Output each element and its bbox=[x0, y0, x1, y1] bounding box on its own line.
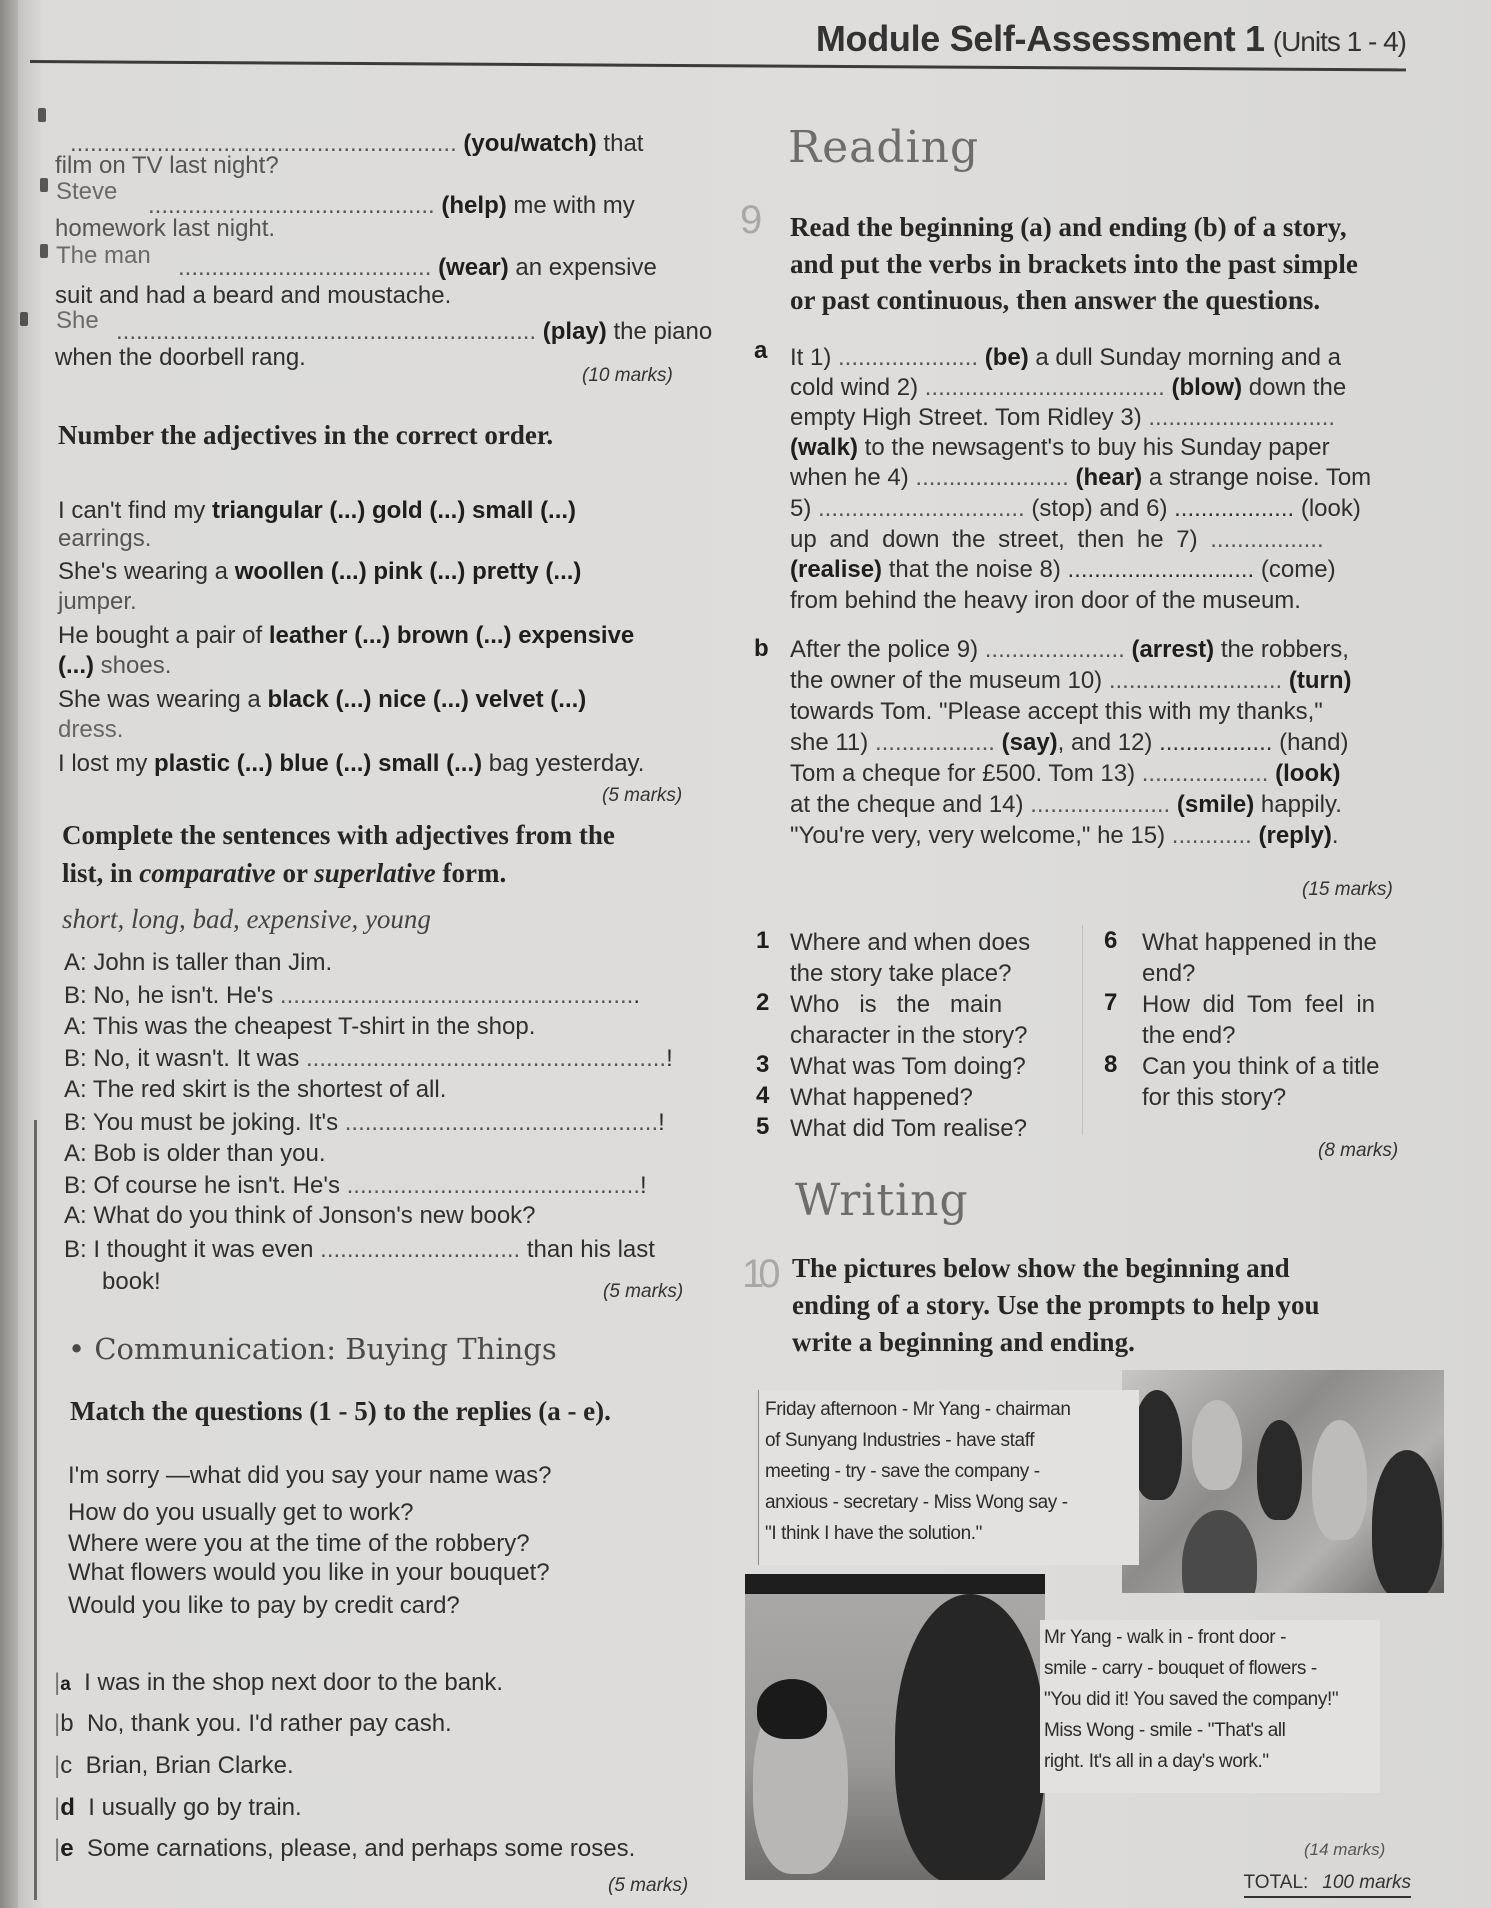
rank-slot[interactable]: (...) bbox=[550, 686, 587, 713]
instruction-text: The pictures below show the beginning and bbox=[792, 1253, 1290, 1283]
units-label: (Units 1 - 4) bbox=[1272, 26, 1406, 57]
rank-slot[interactable]: (...) bbox=[236, 750, 273, 777]
adjective-item: She was wearing a black (...) nice (...) velvet (...) bbox=[58, 686, 587, 713]
instruction-text: ending of a story. Use the prompts to help you bbox=[792, 1290, 1320, 1320]
answer-blank[interactable]: ............................ bbox=[1148, 404, 1336, 431]
item-continuation: suit and had a beard and moustache. bbox=[55, 282, 452, 309]
answer-blank[interactable]: ....................... bbox=[915, 464, 1069, 491]
story-label: a bbox=[754, 337, 768, 364]
item-subject: The man bbox=[56, 242, 151, 269]
adjective-item: He bought a pair of leather (...) brown (...) expensive bbox=[58, 622, 635, 649]
instruction-text: Complete the sentences with adjectives from the bbox=[62, 820, 615, 850]
rank-slot[interactable]: (...) bbox=[354, 622, 391, 649]
dialogue-line-b: B: You must be joking. It's ...............................................! bbox=[64, 1109, 665, 1136]
column-divider bbox=[1082, 925, 1083, 1135]
instruction-text: Match the questions (1 - 5) to the replies (a - e). bbox=[70, 1396, 611, 1426]
answer-blank[interactable]: .................. bbox=[874, 729, 995, 756]
answer-blank[interactable]: ..................... bbox=[838, 344, 979, 371]
section-heading: Reading bbox=[788, 122, 980, 173]
question-item: How do you usually get to work? bbox=[68, 1499, 414, 1526]
question-item: Where were you at the time of the robbery? bbox=[68, 1530, 530, 1557]
answer-blank[interactable]: .................................... bbox=[924, 374, 1165, 401]
flowers-photo bbox=[745, 1574, 1045, 1880]
rank-slot[interactable]: (...) bbox=[335, 686, 372, 713]
question-item: Would you like to pay by credit card? bbox=[68, 1592, 460, 1619]
section-heading: • Communication: Buying Things bbox=[68, 1332, 557, 1366]
rank-slot[interactable]: (...) bbox=[540, 497, 577, 524]
answer-blank[interactable]: ............................................... bbox=[344, 1109, 659, 1136]
marks-label: (15 marks) bbox=[1302, 879, 1393, 900]
item-number-mark bbox=[20, 312, 28, 326]
title-underline bbox=[30, 60, 1406, 71]
dialogue-line-a: A: This was the cheapest T-shirt in the shop. bbox=[64, 1013, 536, 1040]
item-number-mark bbox=[38, 108, 46, 122]
rank-slot[interactable]: (...) bbox=[429, 497, 466, 524]
reply-item[interactable]: |d I usually go by train. bbox=[54, 1794, 302, 1821]
total-marks: TOTAL: 100 marks bbox=[1244, 1872, 1411, 1898]
item-number-mark bbox=[40, 244, 48, 258]
dialogue-line-a: A: John is taller than Jim. bbox=[64, 949, 333, 976]
dialogue-line-a: A: Bob is older than you. bbox=[64, 1140, 326, 1167]
prompt-beginning: Friday afternoon - Mr Yang - chairman of Sunyang Industries - have staff meeting - try - save the company - anxious - secretary - Miss Wong say - "I think I have the solution." bbox=[758, 1390, 1139, 1565]
exercise-item: ............................................................... (play) the piano bbox=[116, 318, 713, 345]
answer-blank[interactable]: ..................................................... bbox=[279, 982, 634, 1009]
margin-rule bbox=[34, 1120, 37, 1900]
rank-slot[interactable]: (...) bbox=[335, 750, 372, 777]
book-spine bbox=[0, 0, 18, 1908]
answer-blank[interactable]: ............................... bbox=[818, 495, 1025, 522]
item-continuation: homework last night. bbox=[55, 215, 276, 242]
rank-slot[interactable]: (...) bbox=[329, 497, 366, 524]
reply-item[interactable]: |e Some carnations, please, and perhaps some roses. bbox=[54, 1835, 636, 1862]
reply-item[interactable]: |c Brian, Brian Clarke. bbox=[54, 1752, 294, 1779]
adjective-item: She's wearing a woollen (...) pink (...) pretty (...) bbox=[58, 558, 582, 585]
exercise-item: .......................................................... (you/watch) that bbox=[70, 130, 644, 157]
story-label: b bbox=[754, 635, 769, 662]
rank-slot[interactable]: (...) bbox=[446, 750, 483, 777]
adjective-item: I can't find my triangular (...) gold (...) small (...) bbox=[58, 497, 577, 524]
instruction-text: or past continuous, then answer the questions. bbox=[790, 285, 1321, 315]
answer-blank[interactable]: ..................... bbox=[984, 636, 1125, 663]
prompt-ending: Mr Yang - walk in - front door - smile - carry - bouquet of flowers - "You did it! You saved the company!" Miss Wong - smile - "That's all right. It's all in a day's work." bbox=[1040, 1620, 1380, 1793]
marks-label: (5 marks) bbox=[608, 1875, 689, 1896]
marks-label: (10 marks) bbox=[582, 365, 673, 386]
answer-blank[interactable]: ............ bbox=[1171, 822, 1252, 849]
rank-slot[interactable]: (...) bbox=[475, 622, 512, 649]
reply-item[interactable]: |a I was in the shop next door to the bank. bbox=[54, 1669, 504, 1696]
reply-item[interactable]: |b No, thank you. I'd rather pay cash. bbox=[54, 1710, 452, 1737]
exercise-item: ...................................... (wear) an expensive bbox=[178, 254, 657, 281]
answer-blank[interactable]: ............................................................... bbox=[116, 318, 537, 345]
word-list: short, long, bad, expensive, young bbox=[62, 904, 431, 934]
answer-blank[interactable]: ................. bbox=[1210, 526, 1324, 553]
exercise-number: 9 bbox=[740, 198, 763, 242]
question-item: I'm sorry —what did you say your name was? bbox=[68, 1462, 552, 1489]
exercise-item: ........................................... (help) me with my bbox=[148, 192, 635, 219]
dialogue-line-b: B: Of course he isn't. He's ............................................! bbox=[64, 1172, 647, 1199]
worksheet-page: Module Self-Assessment 1 (Units 1 - 4) .......................................................... (you/watch) that film on TV last night? Steve ........................................... (help) me with my homework last night. The man ...................................... (wear) an expensive suit and had a beard and moustache. She ............................................................... (play) the piano when the doorbell rang. (10 marks) Number the adjectives in the correct order. I can't find my triangular (...) gold (...) small (...) earrings. She's wearing a woollen (...) pink (...) pretty (...) jumper. He bought a pair of leather (...) brown (...) expensive (...) shoes. She was wearing a black (...) nice (...) velvet (...) dress. I lost my plastic (...) blue (...) small (...) bag yesterday. (5 marks) Complete the sentences with adjectives from the list, in comparative or superlative form. short, long, bad, expensive, young A: John is taller than Jim. B: No, he isn't. He's ...................................................... A: This was the cheapest T-shirt in the shop. B: No, it wasn't. It was ......................................................! A: The red skirt is the shortest of all. B: You must be joking. It's ...............................................! A: Bob is older than you. B: Of course he isn't. He's ............................................! A: What do you think of Jonson's new book? B: I thought it was even .............................. than his last book! (5 marks) • Communication: Buying Things Match the questions (1 - 5) to the replies (a - e). I'm sorry —what did you say your name was? How do you usually get to work? Where were you at the time of the robbery? What flowers would you like in your bouquet? Would you like to pay by credit card? |a I was in the shop next door to the bank. |b No, thank you. I'd rather pay cash. |c Brian, Brian Clarke. |d I usually go by train. |e Some carnations, please, and perhaps some roses. (5 marks) Reading 9 Read the beginning (a) and ending (b) of a story, and put the verbs in brackets into the past simple or past continuous, then answer the questions. a It 1) ..................... (be) a dull Sunday morning and a cold wind 2) .................................... (blow) down the empty High Street. Tom Ridley 3) ............................ (walk) to the newsagent's to buy his Sunday paper when he 4) ....................... (hear) a strange noise. Tom 5) ............................... (stop) and 6) .................. (look) up and down the street, then he 7) ................. (realise) that the noise 8) ............................ (come) from behind the heavy iron door of the museum. b After the police 9) ..................... (arrest) the robbers, the owner of the museum 10) .......................... (turn) towards Tom. "Please accept this with my thanks," she 11) .................. (say), and 12) ................. (hand) Tom a cheque for £500. Tom 13) ................... (look) at the cheque and 14) ..................... (smile) happily. "You're very, very welcome," he 15) ............ (reply). (15 marks) 1 Where and when does the story take place? 2 Who is the main character in the story? 3 What was Tom doing? 4 What happened? 5 What did Tom realise? 6 What happened in the end? 7 How did Tom feel in the end? 8 Can you think of a title for this story? (8 marks) Writing 10 The pictures below show the beginning and ending of a story. Use the prompts to help you write a beginning and ending. Friday afternoon - Mr Yang - chairman of Sunyang Industries - have staff meeting - try - save the company - anxious - secretary - Miss Wong say - "I think I have the solution." Mr Yang - walk in - front door - smile - carry - bouquet of flowers - "You did it! You saved the company!" Miss Wong - smile - "That's all right. It's all in a day's work." (14 marks) TOTAL: 100 marks bbox=[0, 0, 1491, 1908]
answer-blank[interactable]: .......................................................... bbox=[70, 130, 457, 157]
page-title: Module Self-Assessment 1 (Units 1 - 4) bbox=[815, 18, 1406, 59]
marks-label: (5 marks) bbox=[602, 785, 683, 806]
answer-blank[interactable]: ...................................... bbox=[178, 254, 432, 281]
marks-label: (8 marks) bbox=[1318, 1140, 1399, 1161]
answer-blank[interactable]: ..................... bbox=[1030, 791, 1171, 818]
dialogue-line-a: A: What do you think of Jonson's new book? bbox=[64, 1202, 536, 1229]
dialogue-line-b: B: No, he isn't. He's ...................................................... bbox=[64, 982, 640, 1009]
answer-blank[interactable]: ...................................................... bbox=[306, 1045, 667, 1072]
dialogue-line-b: B: I thought it was even .............................. than his last bbox=[64, 1236, 655, 1263]
instruction-text: Read the beginning (a) and ending (b) of a story, bbox=[790, 212, 1347, 242]
rank-slot[interactable]: (...) bbox=[545, 558, 582, 585]
item-subject: She bbox=[56, 307, 99, 334]
adjective-item: I lost my plastic (...) blue (...) small (...) bag yesterday. bbox=[58, 750, 645, 777]
item-continuation: when the doorbell rang. bbox=[55, 344, 306, 371]
instruction-text: write a beginning and ending. bbox=[792, 1327, 1135, 1357]
rank-slot[interactable]: (...) bbox=[58, 652, 94, 679]
item-subject: Steve bbox=[56, 178, 118, 205]
answer-blank[interactable]: ........................................... bbox=[148, 192, 435, 219]
meeting-photo bbox=[1122, 1370, 1444, 1593]
dialogue-line-b: B: No, it wasn't. It was ......................................................! bbox=[64, 1045, 673, 1072]
rank-slot[interactable]: (...) bbox=[432, 686, 469, 713]
marks-label: (5 marks) bbox=[603, 1281, 684, 1302]
instruction-text: Number the adjectives in the correct order. bbox=[58, 420, 554, 450]
section-heading: Writing bbox=[795, 1175, 969, 1226]
answer-blank[interactable]: ............................................ bbox=[346, 1172, 641, 1199]
instruction-text: list, in comparative or superlative form. bbox=[62, 858, 507, 888]
rank-slot[interactable]: (...) bbox=[429, 558, 466, 585]
item-continuation: film on TV last night? bbox=[55, 152, 279, 179]
dialogue-line-a: A: The red skirt is the shortest of all. bbox=[64, 1076, 447, 1103]
question-item: What flowers would you like in your bouquet? bbox=[68, 1559, 550, 1586]
instruction-text: and put the verbs in brackets into the past simple bbox=[790, 249, 1358, 279]
item-number-mark bbox=[40, 178, 48, 192]
answer-blank[interactable]: .......................... bbox=[1108, 667, 1283, 694]
answer-blank[interactable]: ................... bbox=[1141, 760, 1269, 787]
marks-label: (14 marks) bbox=[1304, 1840, 1386, 1859]
exercise-number: 10 bbox=[742, 1252, 775, 1296]
answer-blank[interactable]: .............................. bbox=[320, 1236, 521, 1263]
rank-slot[interactable]: (...) bbox=[330, 558, 367, 585]
